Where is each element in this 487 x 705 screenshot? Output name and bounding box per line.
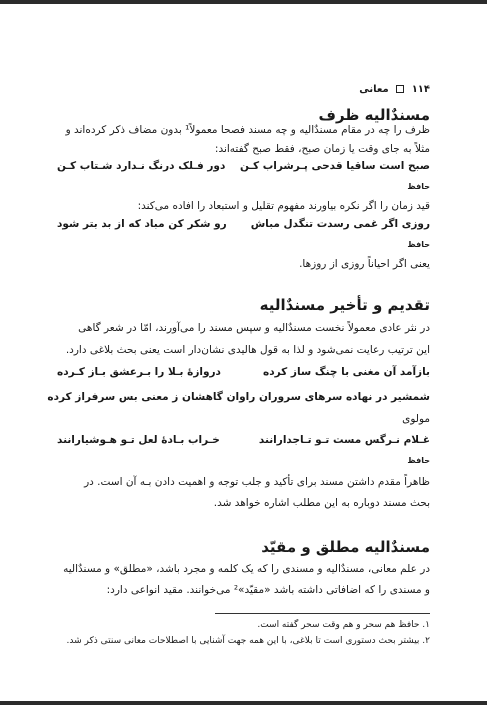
page-header — [359, 84, 430, 95]
hemistich-left: دور فـلک درنگ نـدارد شـتاب کـن — [57, 160, 226, 172]
section-heading: تقدیم و تأخیر مسندٌالیه — [259, 296, 430, 314]
hemistich-left: دروازهٔ بـلا را بـرعشق بـاز کـرده — [57, 366, 221, 378]
hemistich-right: شمشیر در نهاده سرهای سروران را — [245, 391, 430, 403]
hemistich-right: غـلام نـرگس مست تـو تـاجدارانند — [258, 434, 430, 446]
paragraph-line: ظاهراً مقدم داشتن مسند برای تأکید و جلب توجه و اهمیت دادن بـه آن است. در — [84, 476, 430, 488]
hemistich-right: روزی اگر غمی رسدت تنگدل مباش — [250, 218, 430, 230]
verse-line — [57, 218, 430, 230]
verse-line — [57, 366, 430, 378]
poet-attribution: حافظ — [407, 182, 430, 191]
footnote: ۲. بیشتر بحث دستوری است تا بلاغی، با این همه جهت آشنایی با اصطلاحات معانی سنتی ذکر شد. — [66, 636, 430, 646]
hemistich-left: وان گاهشان ز معنی بس سرفراز کرده — [47, 391, 246, 403]
section-heading: مسندٌالیه مطلق و مقیّد — [261, 538, 430, 556]
hemistich-right: صبح است ساقیا قدحی پـرشراب کـن — [239, 160, 430, 172]
paragraph-line: این ترتیب رعایت نمی‌شود و لذا به قول هالیدی نشان‌دار است یعنی بحث بلاغی دارد. — [65, 344, 430, 356]
verse-line — [57, 434, 430, 446]
hemistich-left: رو شکر کن مباد که از بد بتر شود — [57, 218, 227, 230]
poet-attribution: حافظ — [407, 456, 430, 465]
paragraph-line: و مسندی را که اضافاتی داشته باشد «مقیّد»² می‌خوانند. مقید انواعی دارد: — [106, 584, 430, 596]
paragraph-line: قید زمان را اگر نکره بیاورند مفهوم تقلیل و استبعاد را افاده می‌کند: — [137, 200, 430, 212]
poet-attribution: حافظ — [407, 240, 430, 249]
running-title: معانی — [359, 84, 389, 95]
paragraph-line: یعنی اگر احیاناً روزی از روزها. — [299, 258, 430, 270]
hemistich-left: خـراب بـادهٔ لعل تـو هـوشیارانند — [57, 434, 220, 446]
poet-attribution: مولوی — [402, 413, 430, 425]
paragraph-line: در علم معانی، مسندٌالیه و مسندی را که یک کلمه و مجرد باشد، «مطلق» و مسندٌالیه — [63, 563, 430, 575]
page-number: ۱۱۴ — [411, 84, 430, 95]
scan-edge-bottom — [0, 701, 487, 705]
footnote: ۱. حافظ هم سحر و هم وقت سحر گفته است. — [257, 620, 430, 630]
scan-edge-top — [0, 0, 487, 4]
hemistich-right: بازآمد آن مغنی با چنگ ساز کرده — [263, 366, 430, 378]
verse-line — [47, 391, 430, 403]
paragraph-line: بحث مسند دوباره به این مطلب اشاره خواهد شد. — [213, 497, 430, 509]
paragraph-line: مثلاً به جای وقت یا زمان صبح، فقط صبح گفته‌اند: — [214, 143, 430, 155]
section-heading: مسندٌالیه ظرف — [318, 106, 430, 124]
square-icon — [396, 85, 404, 93]
verse-line — [57, 160, 430, 172]
paragraph-line: در نثر عادی معمولاً نخست مسندٌالیه و سپس مسند را می‌آورند، امّا در شعر گاهی — [78, 322, 430, 334]
paragraph-line: ظرف را چه در مقام مسندٌالیه و چه مسند فصحا معمولاً¹ بدون مضاف ذکر کرده‌اند و — [65, 124, 430, 136]
footnote-divider — [215, 613, 430, 614]
